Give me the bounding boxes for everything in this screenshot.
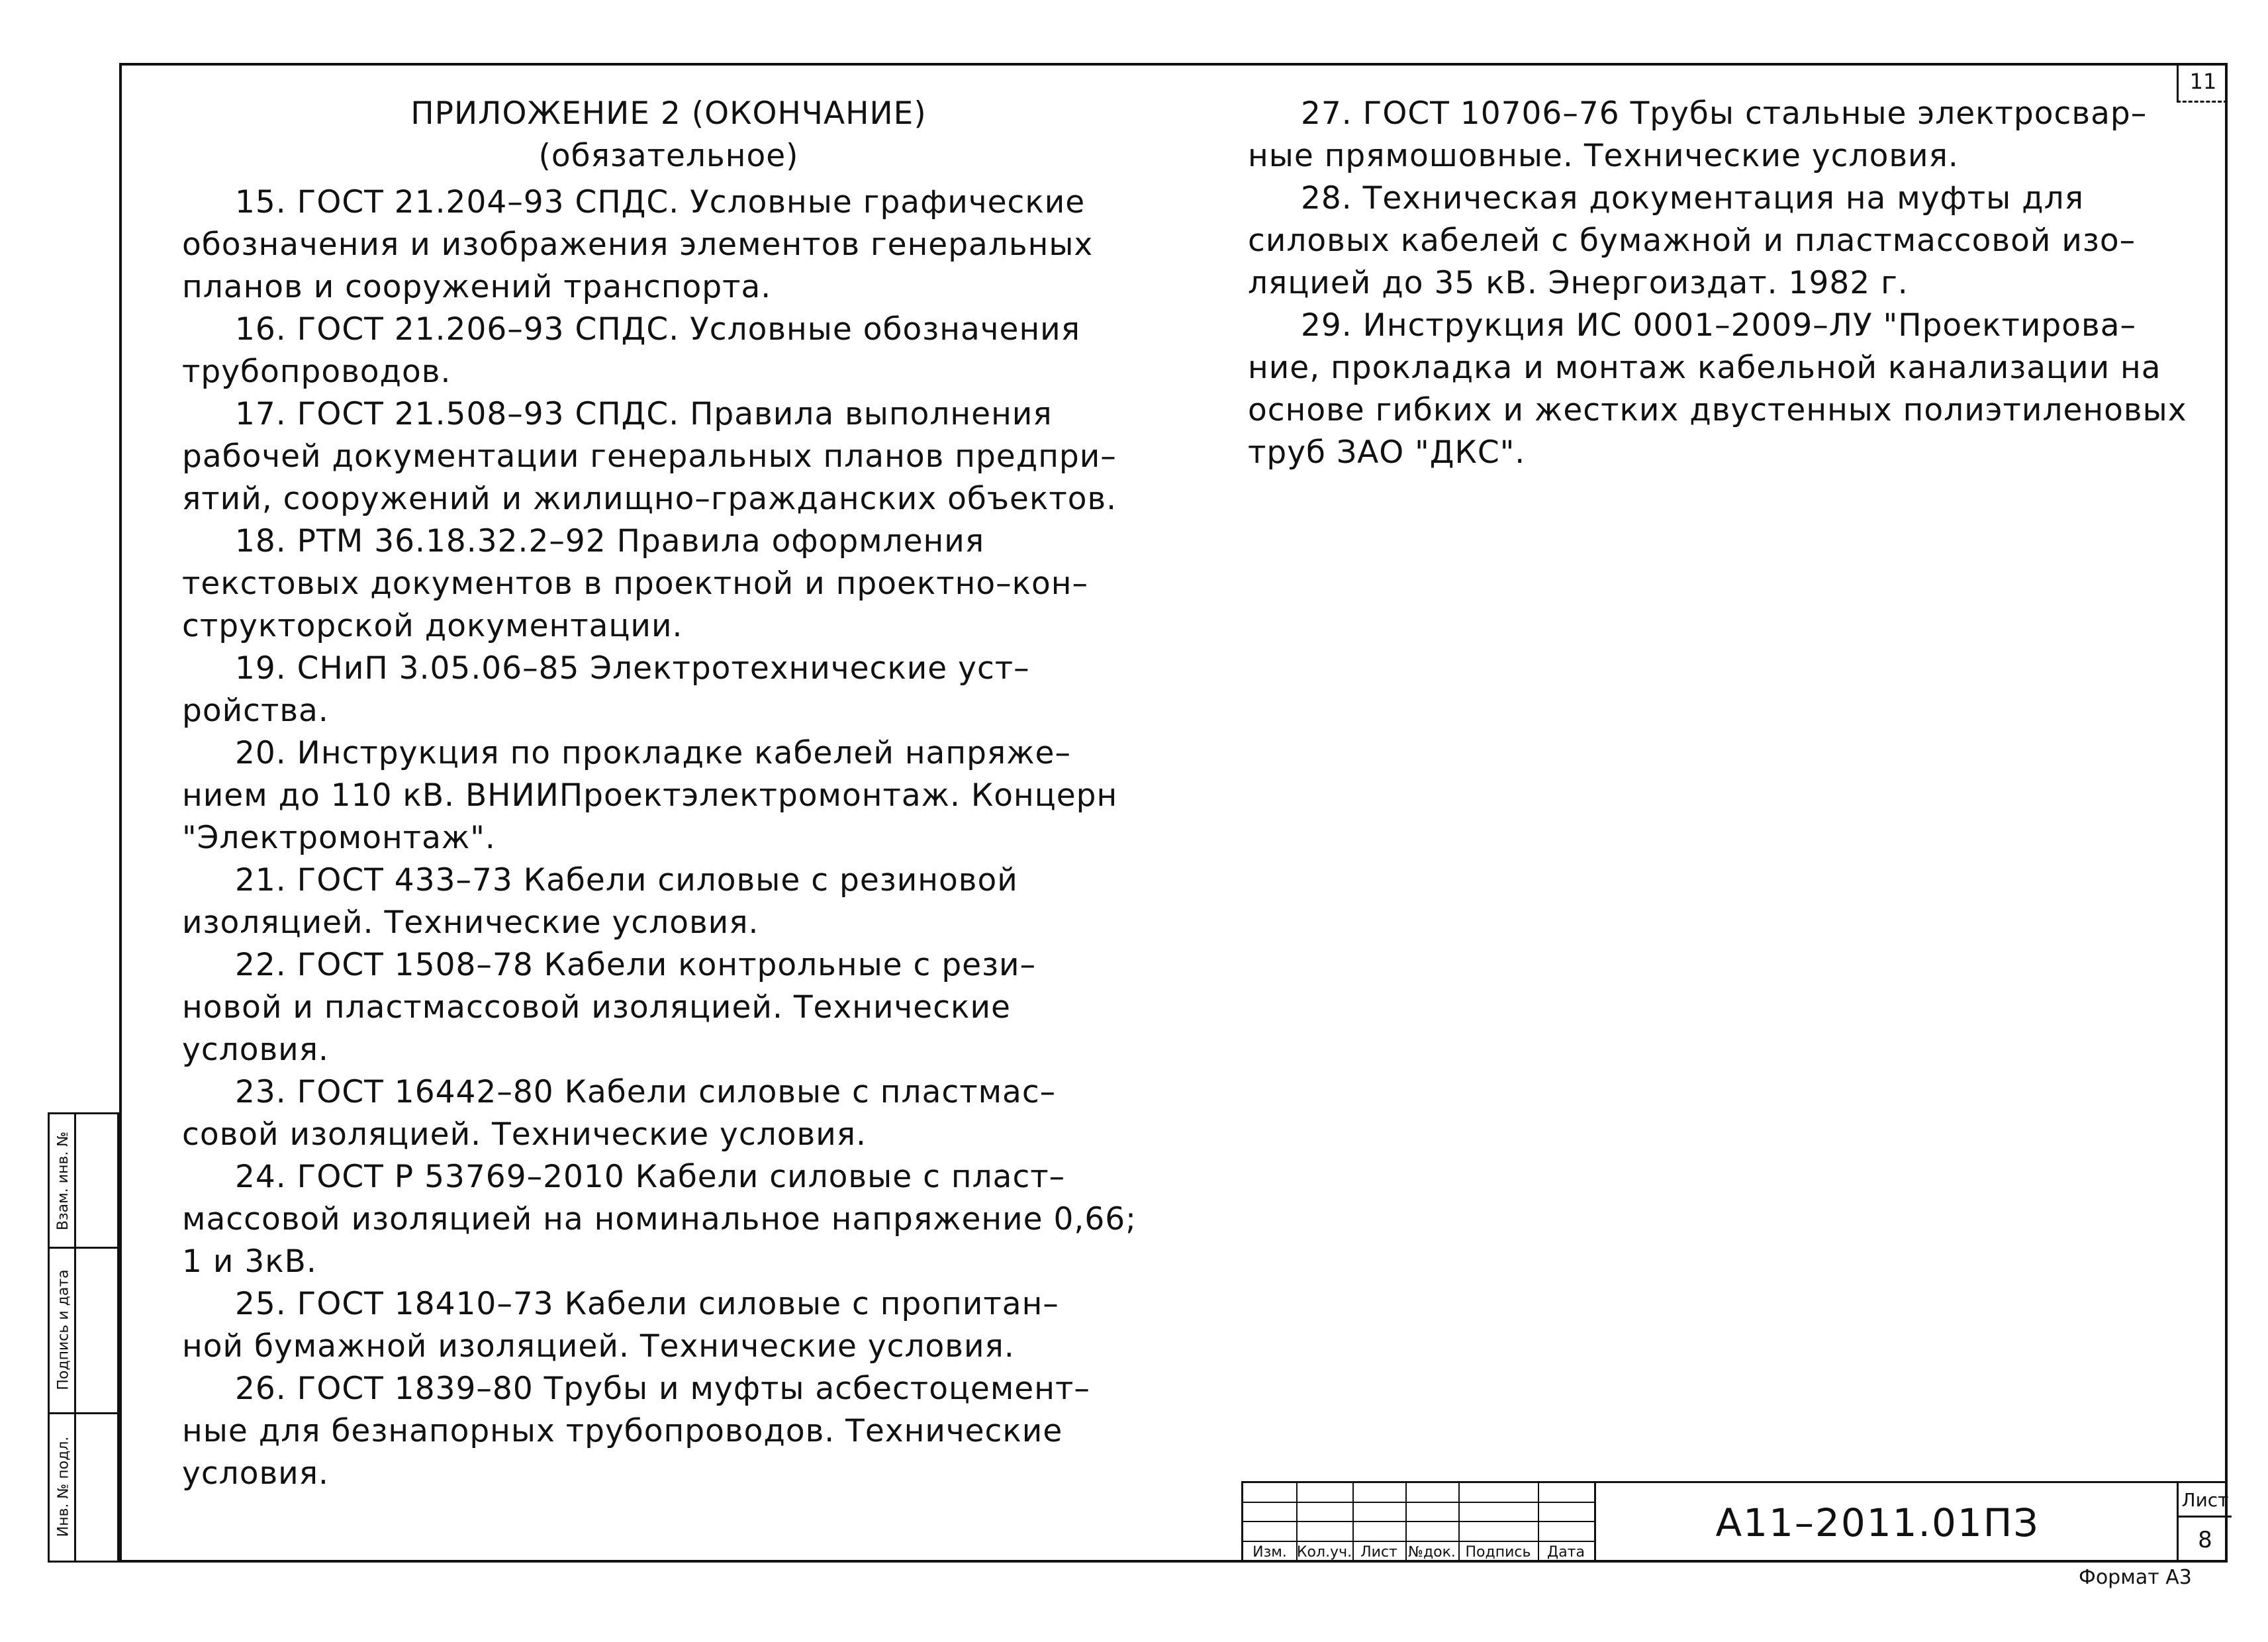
heading-subtitle: (обязательное)	[538, 138, 799, 174]
col-label-podpis: Подпись	[1465, 1544, 1531, 1561]
text-line: ной бумажной изоляцией. Технические условия.	[182, 1328, 1015, 1365]
heading-title: ПРИЛОЖЕНИЕ 2 (ОКОНЧАНИЕ)	[410, 95, 927, 132]
text-line: 15. ГОСТ 21.204–93 СПДС. Условные графические	[235, 184, 1086, 220]
format-label: Формат А3	[2079, 1566, 2192, 1589]
text-line: текстовых документов в проектной и проектно–кон–	[182, 565, 1089, 602]
text-line: 22. ГОСТ 1508–78 Кабели контрольные с рези–	[235, 947, 1037, 983]
col-label-ndok: №док.	[1408, 1544, 1456, 1561]
left-text-block	[182, 181, 1155, 1495]
text-line: планов и сооружений транспорта.	[182, 269, 772, 305]
text-line: 20. Инструкция по прокладке кабелей напряже–	[235, 735, 1071, 771]
text-line: 19. СНиП 3.05.06–85 Электротехнические уст–	[235, 650, 1030, 687]
col-label-data: Дата	[1547, 1544, 1585, 1561]
text-line: совой изоляцией. Технические условия.	[182, 1116, 867, 1153]
text-line: 27. ГОСТ 10706–76 Трубы стальные электросвар–	[1301, 95, 2148, 132]
side-stamp	[48, 1112, 119, 1563]
text-line: ние, прокладка и монтаж кабельной канализации на	[1248, 350, 2161, 386]
text-line: массовой изоляцией на номинальное напряжение 0,66;	[182, 1201, 1137, 1237]
title-block	[1241, 1481, 2228, 1563]
text-line: ятий, сооружений и жилищно–гражданских объектов.	[182, 481, 1117, 517]
text-line: рабочей документации генеральных планов предпри–	[182, 438, 1117, 475]
text-line: 18. РТМ 36.18.32.2–92 Правила оформления	[235, 523, 985, 559]
document-code: А11–2011.01ПЗ	[1715, 1500, 2040, 1545]
text-line: структорской документации.	[182, 608, 683, 644]
col-label-list: Лист	[1360, 1544, 1397, 1561]
text-line: условия.	[182, 1455, 329, 1492]
sheet-cell	[2177, 1483, 2230, 1563]
appendix-heading	[182, 93, 1155, 177]
text-line: 1 и 3кВ.	[182, 1243, 317, 1280]
text-line: 23. ГОСТ 16442–80 Кабели силовые с пластмас–	[235, 1074, 1057, 1110]
revision-table	[1243, 1483, 1594, 1563]
text-line: 16. ГОСТ 21.206–93 СПДС. Условные обозначения	[235, 311, 1081, 348]
text-line: 24. ГОСТ Р 53769–2010 Кабели силовые с пласт–	[235, 1159, 1066, 1195]
sheet-top-number: 11	[2177, 63, 2228, 103]
text-line: 25. ГОСТ 18410–73 Кабели силовые с пропитан–	[235, 1286, 1059, 1322]
text-line: нием до 110 кВ. ВНИИПроектэлектромонтаж. Концерн	[182, 777, 1118, 814]
text-line: труб ЗАО "ДКС".	[1248, 434, 1526, 471]
side-stamp-podpis: Подпись и дата	[55, 1269, 72, 1390]
text-line: ные для безнапорных трубопроводов. Технические	[182, 1413, 1063, 1449]
text-line: 29. Инструкция ИС 0001–2009–ЛУ "Проектирова–	[1301, 307, 2137, 344]
text-line: изоляцией. Технические условия.	[182, 904, 759, 941]
text-line: "Электромонтаж".	[182, 820, 496, 856]
text-line: 21. ГОСТ 433–73 Кабели силовые с резиновой	[235, 862, 1018, 898]
text-line: трубопроводов.	[182, 354, 451, 390]
right-column	[1248, 93, 2188, 474]
text-line: ные прямошовные. Технические условия.	[1248, 138, 1959, 174]
col-label-kol-uch: Кол.уч.	[1296, 1544, 1352, 1561]
side-stamp-vzam: Взам. инв. №	[55, 1131, 72, 1230]
left-column	[182, 93, 1155, 1495]
right-text-block	[1248, 93, 2188, 474]
text-line: основе гибких и жестких двустенных полиэтиленовых	[1248, 392, 2187, 428]
sheet-label: Лист	[2179, 1483, 2232, 1518]
sheet-number: 8	[2198, 1527, 2212, 1553]
text-line: условия.	[182, 1032, 329, 1068]
text-line: 28. Техническая документация на муфты для	[1301, 180, 2084, 217]
text-line: новой и пластмассовой изоляцией. Технические	[182, 989, 1011, 1026]
text-line: 17. ГОСТ 21.508–93 СПДС. Правила выполнения	[235, 396, 1053, 432]
side-stamp-inv: Инв. № подл.	[55, 1436, 72, 1537]
col-label-izm: Изм.	[1252, 1544, 1287, 1561]
text-line: силовых кабелей с бумажной и пластмассовой изо–	[1248, 222, 2136, 259]
text-line: ляцией до 35 кВ. Энергоиздат. 1982 г.	[1248, 265, 1909, 301]
text-line: ройства.	[182, 693, 329, 729]
text-line: обозначения и изображения элементов генеральных	[182, 226, 1094, 263]
text-line: 26. ГОСТ 1839–80 Трубы и муфты асбестоцемент–	[235, 1371, 1090, 1407]
